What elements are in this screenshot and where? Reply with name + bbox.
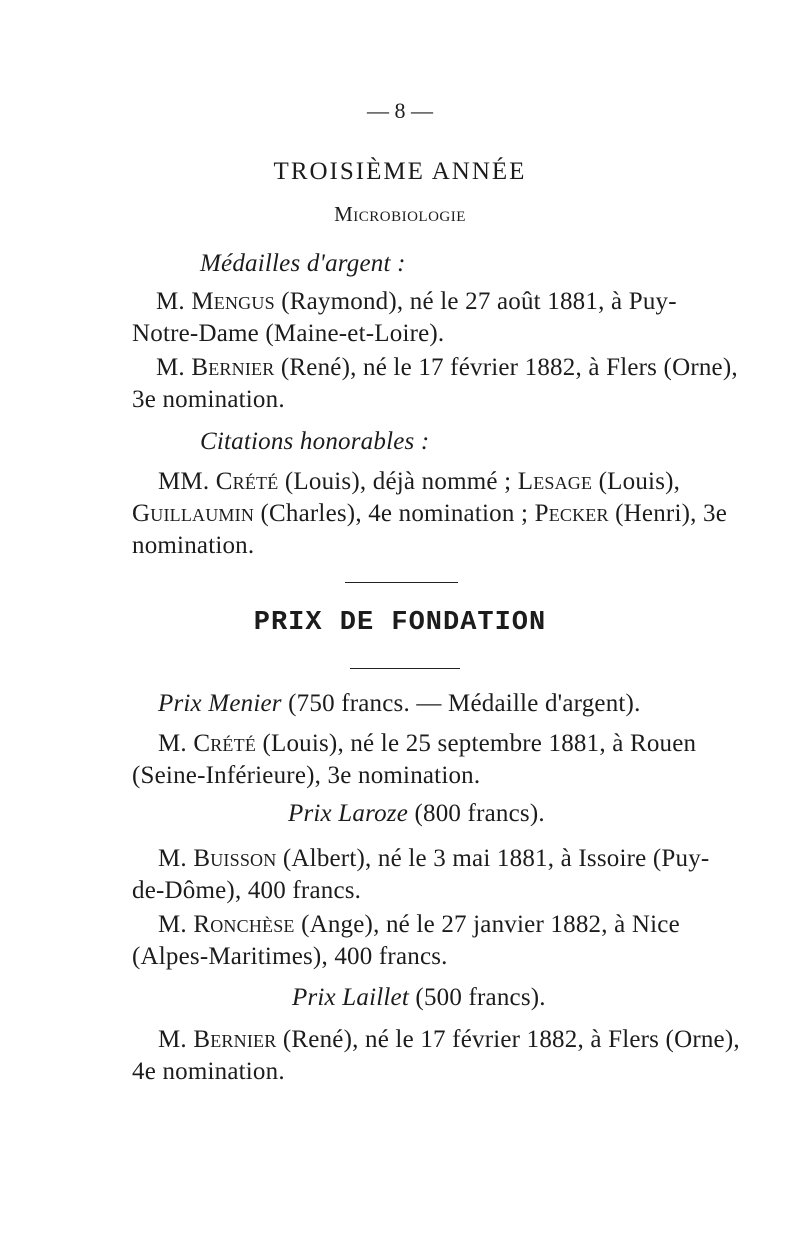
citation-text: (Louis), déjà nommé ; <box>278 468 518 495</box>
honorific: M. <box>158 730 187 757</box>
subsection-title: Microbiologie <box>334 202 466 226</box>
medailles-heading: Médailles d'argent : <box>200 250 406 277</box>
entry-text: (Louis), né le 25 septembre 1881, à Rouen <box>256 730 697 757</box>
surname: Bernier <box>191 354 275 381</box>
prize-heading <box>288 800 545 828</box>
entry-line: 3e nomination. <box>132 386 285 413</box>
entry-line: Notre-Dame (Maine-et-Loire). <box>132 320 445 347</box>
entry-line <box>156 354 738 382</box>
section-title: TROISIÈME ANNÉE <box>273 158 527 185</box>
prize-heading <box>292 984 546 1012</box>
surname: Pecker <box>534 500 609 527</box>
surname: Crété <box>193 730 257 757</box>
citation-text: (Louis), <box>592 468 681 495</box>
entry-line: de-Dôme), 400 francs. <box>132 877 362 904</box>
honorific: M. <box>158 911 187 938</box>
entry-line <box>158 1026 740 1054</box>
entry-line: (Seine-Inférieure), 3e nomination. <box>132 762 481 789</box>
page-number: — 8 — <box>367 98 433 123</box>
entry-text: (René), né le 17 février 1882, à Flers (Orne), <box>276 1026 740 1053</box>
citation-text: (Charles), 4e nomination ; <box>254 500 535 527</box>
honorific: M. <box>156 288 185 315</box>
surname: Bernier <box>193 1026 277 1053</box>
entry-line <box>158 845 709 873</box>
citation-line <box>158 468 680 496</box>
prize-name: Prix Laillet <box>292 984 409 1011</box>
entry-line: 4e nomination. <box>132 1058 285 1085</box>
surname: Crété <box>215 468 279 495</box>
prize-amount: (800 francs). <box>408 800 545 827</box>
prize-amount: (750 francs. — Médaille d'argent). <box>281 690 641 717</box>
citation-line <box>132 500 727 528</box>
honorific: M. <box>158 1026 187 1053</box>
entry-text: (Raymond), né le 27 août 1881, à Puy- <box>274 288 677 315</box>
prize-heading <box>158 690 641 718</box>
entry-text: (Ange), né le 27 janvier 1882, à Nice <box>294 911 680 938</box>
entry-text: (Albert), né le 3 mai 1881, à Issoire (Puy- <box>276 845 710 872</box>
entry-line: (Alpes-Maritimes), 400 francs. <box>132 943 448 970</box>
surname: Mengus <box>191 288 275 315</box>
honorific: M. <box>158 845 187 872</box>
entry-text: (René), né le 17 février 1882, à Flers (Orne), <box>274 354 738 381</box>
citation-text: MM. <box>158 468 216 495</box>
divider-rule <box>350 668 460 669</box>
surname: Guillaumin <box>132 500 255 527</box>
surname: Buisson <box>193 845 277 872</box>
entry-line <box>158 911 680 939</box>
prize-name: Prix Laroze <box>288 800 409 827</box>
prize-name: Prix Menier <box>158 690 282 717</box>
citations-heading: Citations honorables : <box>200 428 430 455</box>
entry-line <box>158 730 696 758</box>
prize-amount: (500 francs). <box>408 984 546 1011</box>
honorific: M. <box>156 354 185 381</box>
prix-title: PRIX DE FONDATION <box>253 608 547 638</box>
surname: Ronchèse <box>193 911 295 938</box>
divider-rule <box>345 582 458 583</box>
citation-text: (Henri), 3e <box>608 500 728 527</box>
entry-line <box>156 288 677 316</box>
surname: Lesage <box>517 468 593 495</box>
citation-line: nomination. <box>132 532 255 559</box>
